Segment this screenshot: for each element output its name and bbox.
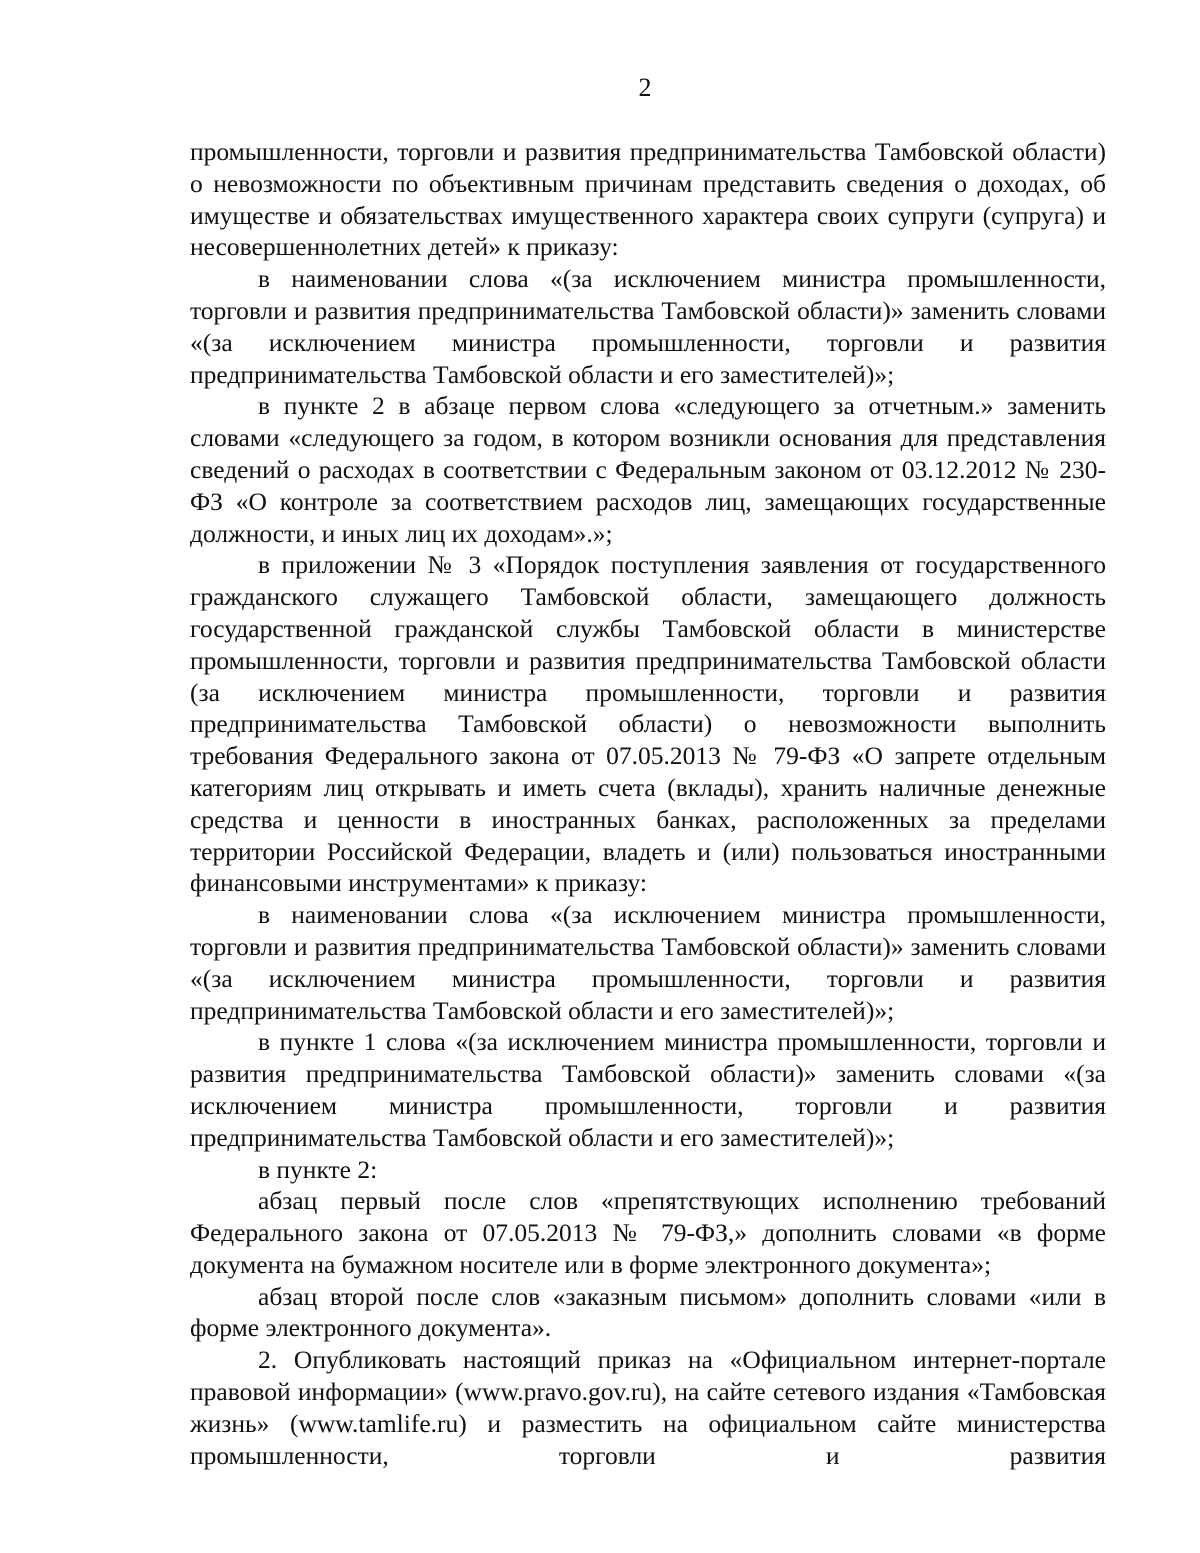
paragraph-rename-title-2: в наименовании слова «(за исключением министра промышленности, торговли и развития предпринимательства Тамбовской области)» заменить словами «(за исключением министра промышленности, торговли и развития предпринимательства Тамбовской области и его заместителей)»; bbox=[190, 900, 1106, 1025]
paragraph-point-2-heading: в пункте 2: bbox=[258, 1154, 378, 1184]
paragraph-second-abstract: абзац второй после слов «заказным письмом» дополнить словами «или в форме электронного документа». bbox=[190, 1281, 1106, 1343]
paragraph-first-abstract: абзац первый после слов «препятствующих исполнению требований Федерального закона от 07.05.2013 № 79-ФЗ,» дополнить словами «в форме документа на бумажном носителе или в форме электронного документа»; bbox=[190, 1186, 1106, 1279]
paragraph-point-1-amendment: в пункте 1 слова «(за исключением министра промышленности, торговли и развития предпринимательства Тамбовской области)» заменить словами «(за исключением министра промышленности, торговли и развития предпринимательства Тамбовской области и его заместителей)»; bbox=[190, 1027, 1106, 1152]
paragraph-continuation: промышленности, торговли и развития предпринимательства Тамбовской области) о невозможности по объективным причинам представить сведения о доходах, об имуществе и обязательствах имущественного характера своих супруги (супруга) и несовершеннолетних детей» к приказу: bbox=[190, 137, 1106, 262]
paragraph-publication: 2. Опубликовать настоящий приказ на «Официальном интернет-портале правовой информации» (www.pravo.gov.ru), на сайте сетевого издания «Тамбовская жизнь» (www.tamlife.ru) и разместить на официальном сайте министерства промышленности, торговли и развития bbox=[190, 1345, 1106, 1470]
document-body bbox=[190, 136, 1106, 1471]
paragraph-point-2-amendment: в пункте 2 в абзаце первом слова «следующего за отчетным.» заменить словами «следующего за годом, в котором возникли основания для представления сведений о расходах в соответствии с Федеральным законом от 03.12.2012 № 230-ФЗ «О контроле за соответствием расходов лиц, замещающих государственные должности, и иных лиц их доходам».»; bbox=[190, 391, 1106, 548]
paragraph-rename-title-1: в наименовании слова «(за исключением министра промышленности, торговли и развития предпринимательства Тамбовской области)» заменить словами «(за исключением министра промышленности, торговли и развития предпринимательства Тамбовской области и его заместителей)»; bbox=[190, 264, 1106, 389]
page-number: 2 bbox=[638, 73, 652, 102]
paragraph-appendix-3: в приложении № 3 «Порядок поступления заявления от государственного гражданского служащего Тамбовской области, замещающего должность государственной гражданской службы Тамбовской области в министерстве промышленности, торговли и развития предпринимательства Тамбовской области (за исключением министра промышленности, торговли и развития предпринимательства Тамбовской области) о невозможности выполнить требования Федерального закона от 07.05.2013 № 79-ФЗ «О запрете отдельным категориям лиц открывать и иметь счета (вклады), хранить наличные денежные средства и ценности в иностранных банках, расположенных за пределами территории Российской Федерации, владеть и (или) пользоваться иностранными финансовыми инструментами» к приказу: bbox=[190, 550, 1106, 898]
